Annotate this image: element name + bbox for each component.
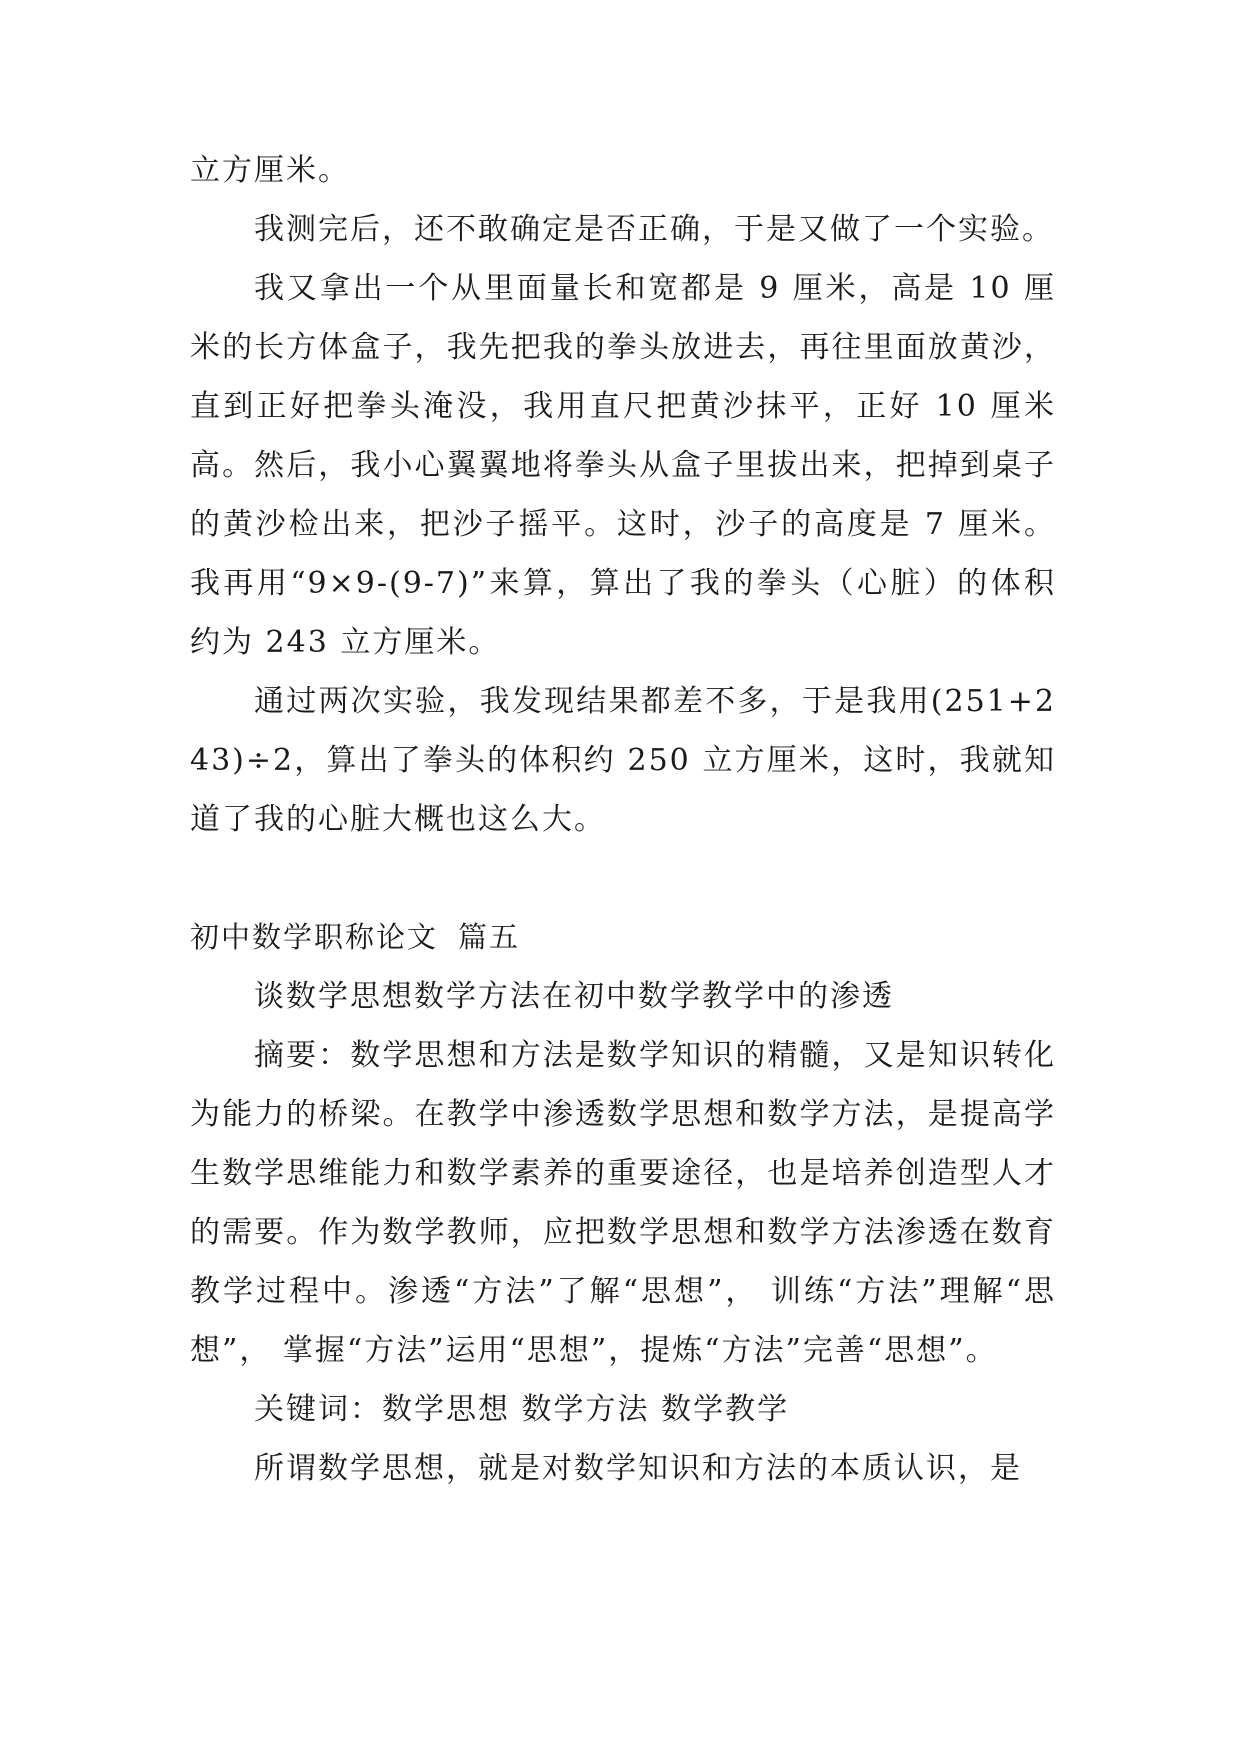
body-paragraph-start: 所谓数学思想，就是对数学知识和方法的本质认识，是 [254,1451,1022,1486]
section-heading-title: 初中数学职称论文 [190,920,439,954]
body-text-top [190,141,1056,1498]
section-gap [190,849,1056,908]
keywords-line: 关键词：数学思想 数学方法 数学教学 [254,1392,790,1427]
section-heading-part: 篇五 [458,920,521,954]
paragraph-experiment-intro: 我测完后，还不敢确定是否正确，于是又做了一个实验。 [254,212,1054,247]
paragraph-experiment-detail: 我又拿出一个从里面量长和宽都是 9 厘米，高是 10 厘米的长方体盒子，我先把我的拳头放进去，再往里面放黄沙，直到正好把拳头淹没，我用直尺把黄沙抹平，正好 10 厘米高。然后，我小心翼翼地将拳头从盒子里拔出来，把掉到桌子的黄沙检出来，把沙子摇平。这时，沙子的高度是 7 厘米。我再用“9×9-(9-7)”来算，算出了我的拳头（心脏）的体积约为 243 立方厘米。 [190,271,1056,660]
section-heading [190,908,1056,967]
abstract-paragraph: 摘要：数学思想和方法是数学知识的精髓，又是知识转化为能力的桥梁。在教学中渗透数学思想和数学方法，是提高学生数学思维能力和数学素养的重要途径，也是培养创造型人才的需要。作为数学教师，应把数学思想和数学方法渗透在数育教学过程中。渗透“方法”了解“思想”， 训练“方法”理解“思想”， 掌握“方法”运用“思想”，提炼“方法”完善“思想”。 [190,1038,1056,1368]
paragraph-continuation: 立方厘米。 [190,153,350,188]
article-title: 谈数学思想数学方法在初中数学教学中的渗透 [254,979,894,1014]
paragraph-conclusion: 通过两次实验，我发现结果都差不多，于是我用(251+243)÷2，算出了拳头的体积约 250 立方厘米，这时，我就知道了我的心脏大概也这么大。 [190,684,1056,837]
